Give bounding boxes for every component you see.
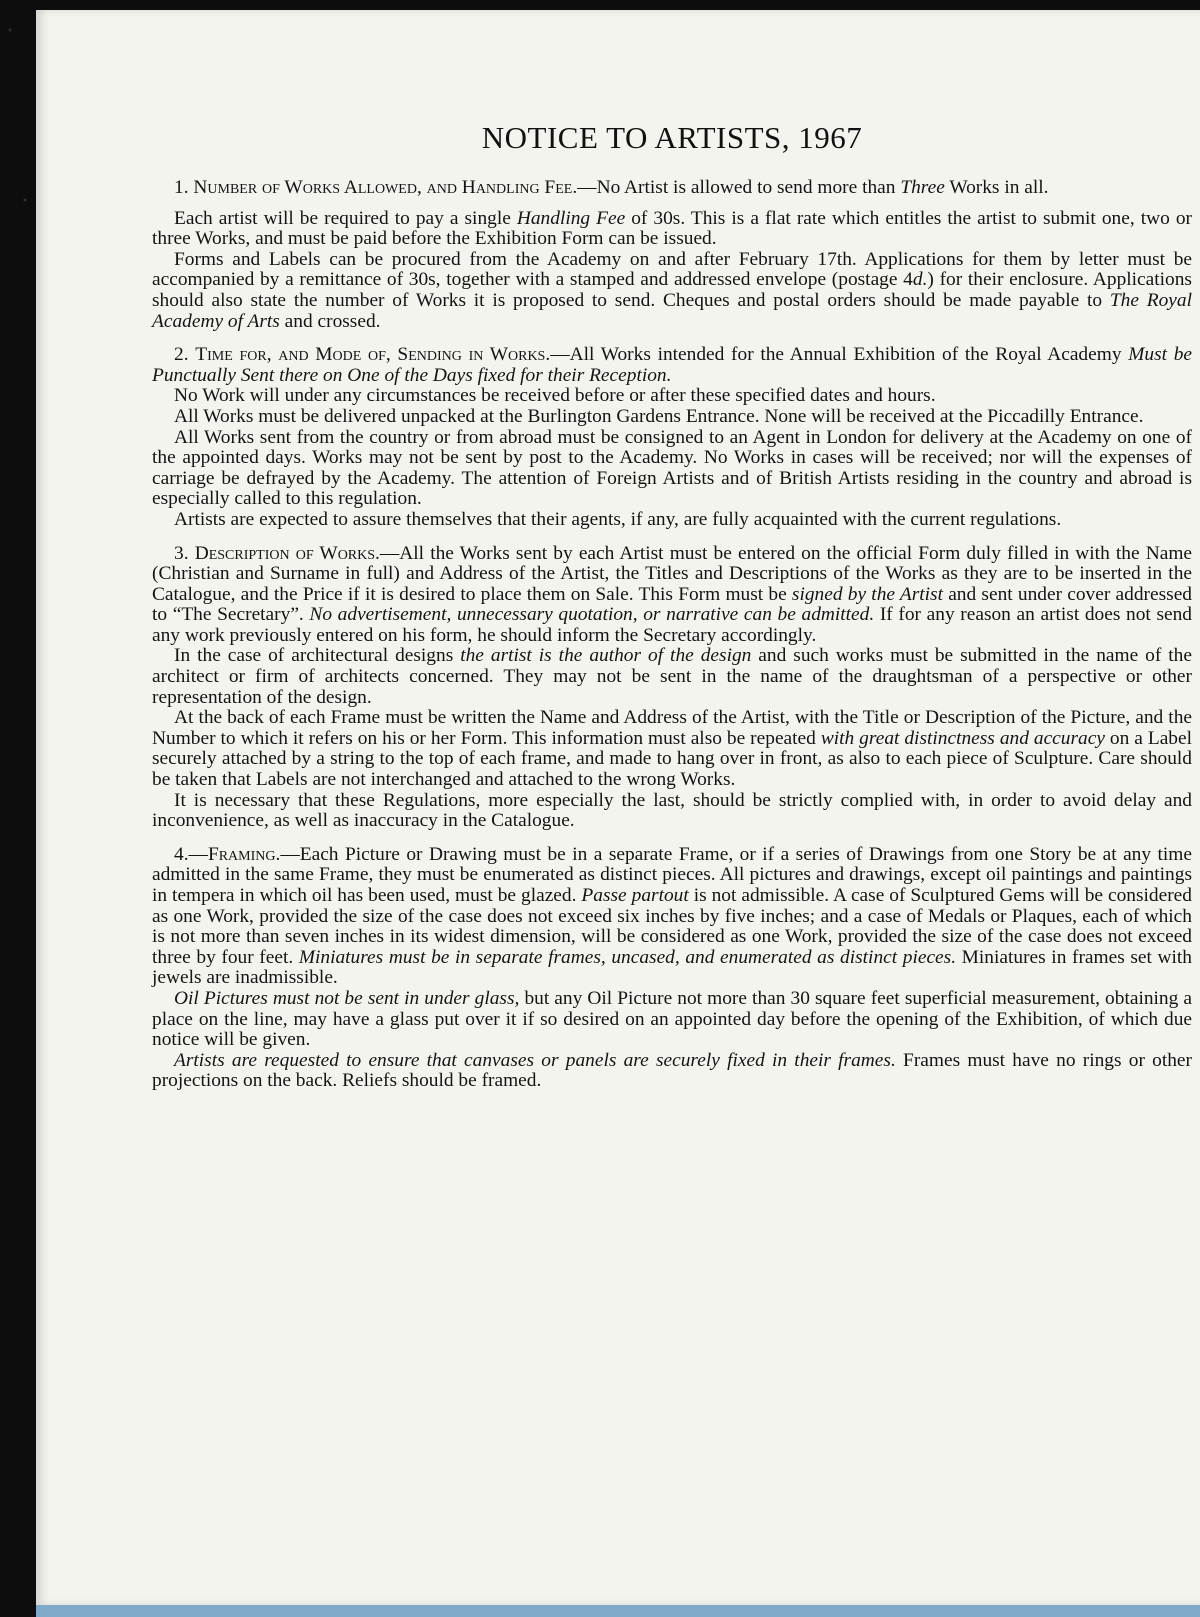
- text-run: 2.: [174, 344, 196, 366]
- text-run: but any Oil Picture not more than 30 square feet superficial measurement, obtaining a place on the line, may have a glass put over it if so desired on an appointed day before the opening of the Exhibition, of which due notice will be given.: [152, 987, 1192, 1051]
- text-run: Forms and Labels can be procured from the Academy on and after February 17th. Applications for them by letter must be accompanied by a remittance of 30s, together with a stamped and addressed envelope (postage 4: [152, 248, 1192, 291]
- text-run: No Work will under any circumstances be received before or after these specified dates and hours.: [174, 385, 936, 407]
- page-title: NOTICE TO ARTISTS, 1967: [481, 120, 863, 155]
- text-run: Artists are expected to assure themselves that their agents, if any, are fully acquainted with the current regulations.: [174, 508, 1062, 530]
- italic-text: Passe partout: [581, 885, 689, 906]
- italic-text: Three: [900, 177, 945, 198]
- section-heading: Time for, and Mode of, Sending in Works.: [195, 344, 551, 366]
- text-run: If for any reason an artist does not send any work previously entered on his form, he should inform the Secretary accordingly.: [152, 604, 1192, 646]
- text-run: Each artist will be required to pay a single: [174, 207, 517, 229]
- text-run: 3.: [174, 542, 195, 564]
- text-run: and crossed.: [279, 310, 381, 332]
- paragraph: [152, 345, 1192, 386]
- text-run: ) for their enclosure. Applications should also state the number of Works it is proposed to send. Cheques and postal orders should be made payable to: [152, 269, 1192, 311]
- italic-text: Miniatures must be in separate frames, uncased, and enumerated as distinct pieces.: [298, 946, 957, 968]
- text-run: At the back of each Frame must be written the Name and Address of the Artist, with the Title or Description of the Picture, and the Number to which it refers on his or her Form. This information must also be repeated: [152, 707, 1192, 749]
- sections-container: [152, 178, 1192, 1092]
- section-heading: Description of Works.: [194, 542, 380, 564]
- section-3: [152, 544, 1192, 832]
- text-run: 1.: [174, 177, 194, 198]
- text-run: on a Label securely attached by a string to the top of each frame, and made to hang over in front, as also to each piece of Sculpture. Care should be taken that Labels are not interchanged and attached to the wrong Works.: [152, 727, 1192, 791]
- text-run: It is necessary that these Regulations, more especially the last, should be strictly complied with, in order to avoid delay and inconvenience, as well as inaccuracy in the Catalogue.: [152, 789, 1192, 832]
- italic-text: with great distinctness and accuracy: [820, 727, 1105, 749]
- italic-text: Handling Fee: [516, 207, 626, 229]
- section-1: [152, 178, 1192, 332]
- paragraph: [152, 544, 1192, 647]
- italic-text: d.: [912, 269, 928, 291]
- paragraph: [152, 510, 1192, 531]
- italic-text: The Royal Academy of Arts: [152, 289, 1192, 332]
- section-2: [152, 345, 1192, 530]
- italic-text: signed by the Artist: [791, 583, 943, 605]
- text-run: In the case of architectural designs: [174, 645, 461, 667]
- section-heading: Number of Works Allowed, and Handling Fee.: [193, 177, 578, 198]
- text-run: —No Artist is allowed to send more than: [577, 177, 901, 198]
- paragraph: [152, 428, 1192, 510]
- paragraph: [152, 791, 1192, 832]
- text-run: and sent under cover addressed to “The Secretary”.: [152, 583, 1192, 626]
- paragraph: [152, 1051, 1192, 1092]
- text-run: and such works must be submitted in the name of the architect or firm of architects concerned. They may not be sent in the name of the draughtsman of a perspective or other representation of the design.: [152, 645, 1192, 708]
- text-run: —All the Works sent by each Artist must be entered on the official Form duly filled in with the Name (Christian and Surname in full) and Address of the Artist, the Titles and Descriptions of the Works as they are to be inserted in the Catalogue, and the Price if it is desired to place them on Sale. This Form must be: [152, 542, 1193, 605]
- section-heading: Framing.: [207, 843, 281, 865]
- text-run: Frames must have no rings or other projections on the back. Reliefs should be framed.: [152, 1049, 1192, 1092]
- paragraph: [152, 845, 1192, 989]
- italic-text: Must be Punctually Sent there on One of the Days fixed for their Reception.: [152, 344, 1193, 386]
- notice-content: [152, 120, 1192, 1105]
- italic-text: Artists are requested to ensure that canvases or panels are securely fixed in their frames.: [174, 1049, 896, 1071]
- paragraph: [152, 646, 1192, 708]
- paragraph: [152, 250, 1192, 332]
- italic-text: No advertisement, unnecessary quotation, or narrative can be admitted.: [309, 604, 875, 626]
- text-run: —Each Picture or Drawing must be in a separate Frame, or if a series of Drawings from one Story be at any time admitted in the same Frame, they must be enumerated as distinct pieces. All pictures and drawings, except oil paintings and paintings in tempera in which oil has been used, must be glazed.: [152, 843, 1192, 906]
- text-run: All Works must be delivered unpacked at the Burlington Gardens Entrance. None will be received at the Piccadilly Entrance.: [174, 405, 1144, 427]
- section-4: [152, 845, 1192, 1092]
- text-run: 4.—: [174, 843, 208, 865]
- paragraph: [152, 708, 1192, 790]
- italic-text: the artist is the author of the design: [460, 645, 752, 667]
- text-run: of 30s. This is a flat rate which entitles the artist to submit one, two or three Works, and must be paid before the Exhibition Form can be issued.: [152, 207, 1192, 250]
- page-edge-strip: [36, 1605, 1200, 1617]
- italic-text: Oil Pictures must not be sent in under glass,: [174, 987, 520, 1009]
- text-run: Miniatures in frames set with jewels are inadmissible.: [152, 946, 1193, 989]
- paragraph: [152, 209, 1192, 250]
- paragraph: [152, 407, 1192, 428]
- paragraph: [152, 178, 1192, 199]
- text-run: All Works sent from the country or from abroad must be consigned to an Agent in London for delivery at the Academy on one of the appointed days. Works may not be sent by post to the Academy. No Works in cases will be received; nor will the expenses of carriage be defrayed by the Academy. The attention of Foreign Artists and of British Artists residing in the country and abroad is especially called to this regulation.: [152, 426, 1192, 510]
- paragraph: [152, 989, 1192, 1051]
- text-run: is not admissible. A case of Sculptured Gems will be considered as one Work, provided the size of the case does not exceed six inches by five inches; and a case of Medals or Plaques, each of which is not more than seven inches in its widest dimension, will be considered as one Work, provided the size of the case does not exceed three by four feet.: [152, 885, 1192, 968]
- text-run: —All Works intended for the Annual Exhibition of the Royal Academy: [550, 344, 1129, 366]
- paragraph: [152, 386, 1192, 407]
- text-run: Works in all.: [944, 177, 1049, 198]
